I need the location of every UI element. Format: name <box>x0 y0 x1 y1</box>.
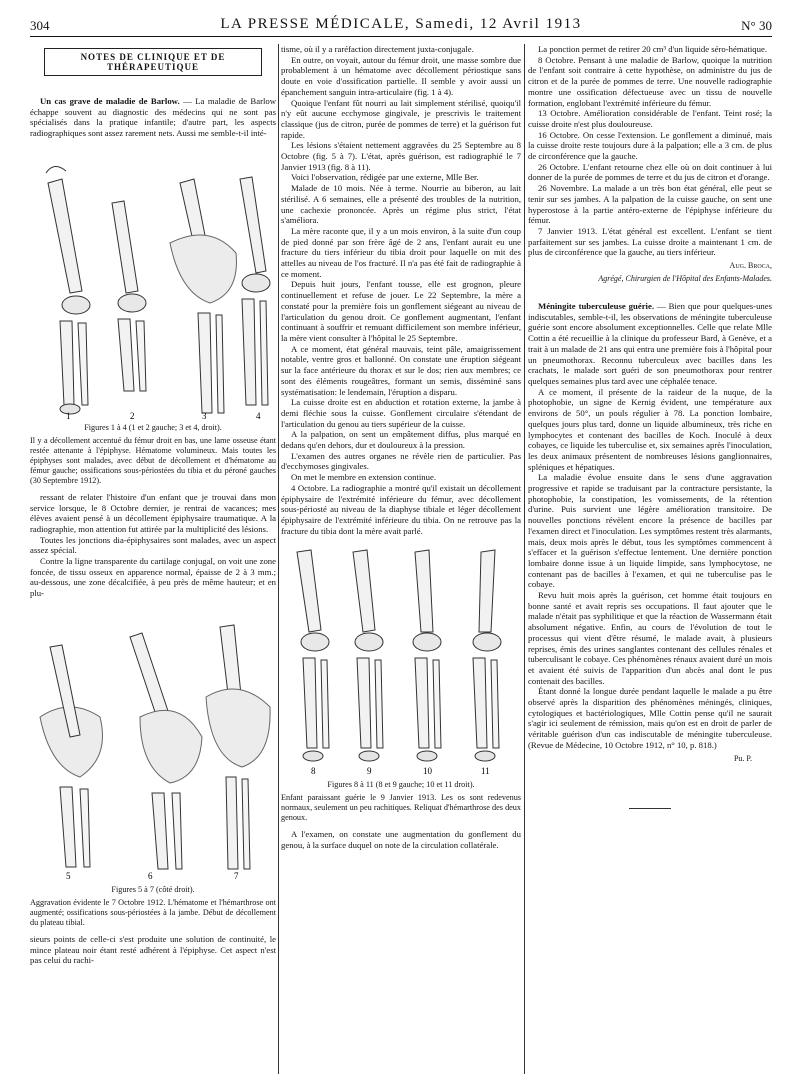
paragraph: Contre la ligne transparente du cartilage conjugal, on voit une zone foncée, de tissu osseux en apparence normal, épaisse de 2 à 3 mm.; au-dessous, une zone décalcifiée, à peu près de même hauteur; et en plu- <box>30 556 276 599</box>
article-title: Un cas grave de maladie de Barlow. <box>40 96 180 106</box>
paragraph: Quoique l'enfant fût nourri au lait simplement stérilisé, quoiqu'il n'y eût aucune ecchymose gingivale, je prescrivis le traitement classique (jus de citron, purée de pommes de terre) et la guérison fut rapide. <box>281 97 521 140</box>
page-header <box>30 14 772 37</box>
signature: Pu. P. <box>733 753 752 763</box>
figure-label: 10 <box>423 766 432 777</box>
signature: Aug. Broca, <box>729 261 772 271</box>
column-rule <box>278 44 279 1074</box>
bone-radiograph-drawing <box>281 542 521 778</box>
paragraph: 7 Janvier 1913. L'état général est excellent. L'enfant se tient parfaitement sur ses jambes. La cuisse droite a maintenant 1 cm. de plus de circonférence que la gauche, au tiers inférieur. <box>528 225 772 258</box>
figure-label: 3 <box>202 410 207 421</box>
figure-label: 9 <box>367 766 372 777</box>
column-2 <box>281 44 521 851</box>
issue-number: N° 30 <box>741 18 772 33</box>
figure-caption: Figures 8 à 11 (8 et 9 gauche; 10 et 11 droit). <box>327 780 475 790</box>
paragraph: Les lésions s'étaient nettement aggravées du 25 Septembre au 8 Octobre (fig. 5 à 7). L'état, après guérison, est radiographié le 7 Janvier 1913 (fig. 8 à 11). <box>281 140 521 172</box>
paragraph: Étant donné la longue durée pendant laquelle le malade a pu être observé après la disparition des phénomènes méningés, cliniques, cytologiques et bactériologiques, Mlle Cottin pense qu'il ne saurait s'agir ici seulement de rémission, mais qu'on est en droit de parler de véritable guérison d'un cas indiscutable de méningite tuberculeuse. (Revue de Médecine, 10 Octobre 1912, n° 10, p. 818.) <box>528 686 772 750</box>
figure-label: 1 <box>66 410 71 421</box>
figure-label: 2 <box>130 410 135 421</box>
section-title: NOTES DE CLINIQUE ET DE THÉRAPEUTIQUE <box>44 48 262 76</box>
bone-radiograph-drawing <box>30 607 276 883</box>
figure-label: 6 <box>148 870 153 881</box>
paragraph: L'examen des autres organes ne révèle rien de particulier. Pas d'ecchymoses gingivales. <box>281 450 521 472</box>
paragraph: A ce moment, il présente de la raideur de la nuque, de la photophobie, un signe de Kernig évident, une température aux environs de 50°, un pouls régulier à 78. La ponction lombaire, quelques jours plus tard, donne un liquide albumineux, très riche en lymphocytes et contenant des bacilles de Koch. Inoculé à deux cobayes, ce liquide les tuberculise et, six semaines après l'inoculation, les deux animaux présentent de nombreuses lésions ganglionnaires, spléniques et hépatiques. <box>528 386 772 472</box>
paragraph: Revu huit mois après la guérison, cet homme était toujours en bonne santé et avait repris ses occupations. Il faut ajouter que le malade n'était pas syphilitique et que la réaction de Wassermann était absolument négative. Enfin, au cours de l'évolution de tout le processus qui vient d'être résumé, le malade avait, à plusieurs reprises, émis des urines sanglantes contenant des cellules rénales et tuberculisant le cobaye. Ces phénomènes rénaux avaient duré un mois et avaient été suivis de l'apparition d'un abcès anal dont le pus contenait des bacilles. <box>528 590 772 686</box>
paragraph: En outre, on voyait, autour du fémur droit, une masse sombre due probablement à un hématome avec décollement périostique sans doute en voie d'ossification partielle. Il semble y avoir aussi un épanchement sanguin intra-articulaire (fig. 1 à 4). <box>281 54 521 97</box>
paragraph: 13 Octobre. Amélioration considérable de l'enfant. Teint rosé; la cuisse droite n'est plus douloureuse. <box>528 108 772 129</box>
column-1 <box>30 44 276 966</box>
column-3 <box>528 44 772 809</box>
figure-caption: Figures 5 à 7 (côté droit). <box>111 884 195 894</box>
paragraph: ressant de relater l'histoire d'un enfant que je trouvai dans mon service lorsque, le 8 Octobre dernier, je rentrai de vacances; mes élèves avaient pensé à un décollement épiphysaire traumatique. A la radiographie, mon attention fut attirée par la multiplicité des lésions. <box>30 491 276 534</box>
paragraph: 26 Novembre. La malade a un très bon état général, elle peut se tenir sur ses jambes. A la palpation de la cuisse gauche, on sent une hyperostose à la partie antéro-externe de l'épiphyse inférieure du fémur. <box>528 183 772 226</box>
paragraph: La ponction permet de retirer 20 cm³ d'un liquide séro-hématique. <box>538 44 768 54</box>
paragraph: tisme, où il y a raréfaction directement juxta-conjugale. <box>281 44 474 54</box>
paragraph: 26 Octobre. L'enfant retourne chez elle où on doit continuer à lui donner de la purée de pommes de terre et du jus de citron et d'orange. <box>528 161 772 183</box>
figure-label: 8 <box>311 766 316 777</box>
figure-legend: Aggravation évidente le 7 Octobre 1912. L'hématome et l'hémarthrose ont augmenté; ossifications sous-périostées à la jambe. Début de décollement du plateau tibial. <box>30 897 276 927</box>
paragraph: Voici l'observation, rédigée par une externe, Mlle Ber. <box>291 172 479 183</box>
paragraph: Toutes les jonctions dia-épiphysaires sont malades, avec un aspect assez spécial. <box>30 534 276 556</box>
paragraph: 16 Octobre. On cesse l'extension. Le gonflement a diminué, mais la cuisse droite reste toujours dure à la palpation; elle a 3 cm. de plus de circonférence que la gauche. <box>528 129 772 162</box>
figure-label: 7 <box>234 870 239 881</box>
paragraph: La mère raconte que, il y a un mois environ, à la suite d'un coup de pied donné par son frère âgé de 2 ans, l'enfant aurait eu une fracture du tiers inférieur du tibia droit pour laquelle on mit des attelles au niveau de l'os fracturé. Il n'a pas été fait de radiographie à ce moment. <box>281 225 521 279</box>
signature-title: Agrégé, Chirurgien de l'Hôpital des Enfants-Malades. <box>598 274 772 284</box>
figure-8-11 <box>281 542 521 778</box>
figure-legend: Enfant paraissant guérie le 9 Janvier 1913. Les os sont redevenus normaux, seulement un peu rachitiques. Reliquat d'hémarthrose des deux genoux. <box>281 793 521 823</box>
paragraph: Depuis huit jours, l'enfant tousse, elle est grognon, pleure continuellement et refuse de jouer. Le 22 Septembre, la mère a constaté pour la première fois un gonflement siégeant au niveau de l'articulation du genou droit. Ce gonflement augmentant, l'enfant continuant à souffrir et remuant difficilement son membre inférieur, la mère vient consulter à l'hôpital le 25 Septembre. <box>281 279 521 343</box>
paragraph: sieurs points de celle-ci s'est produite une solution de continuité, le mince plateau noir étant resté adhérent à l'épiphyse. Cet aspect n'est pas celui du rachi- <box>30 933 276 966</box>
paragraph: On met le membre en extension continue. <box>291 472 436 483</box>
article-title: Méningite tuberculeuse guérie. <box>538 301 654 312</box>
paragraph: Malade de 10 mois. Née à terme. Nourrie au biberon, au lait stérilisé. A 6 semaines, elle a présenté des troubles de la nutrition, une cachexie prononcée. Après un régime plus strict, l'état s'améliora. <box>281 183 521 226</box>
paragraph: A ce moment, état général mauvais, teint pâle, amaigrissement notable, ventre gros et ballonné. On constate une éruption siégeant sur la face antérieure du thorax et sur le dos; rien aux membres; ce sont des éléments rougeâtres, formant un semis, disséminé sans systématisation: le lendemain, l'éruption a disparu. <box>281 343 521 397</box>
figure-legend: Il y a décollement accentué du fémur droit en bas, une lame osseuse étant restée attenante à l'épiphyse. Hématome volumineux. Mais toutes les épiphyses sont malades, avec début de décollement et d'hématome au fémur gauche; ossifications sous-périostées du tibia et du péroné gauches (30 Septembre 1912). <box>30 435 276 485</box>
figure-5-7 <box>30 607 276 883</box>
paragraph: Un cas grave de maladie de Barlow. — La maladie de Barlow échappe souvent au diagnostic des médecins qui ne sont pas spécialisés dans la pratique infantile; d'autre part, les aspects radiographiques sont assez rarement nets. Aussi me semble-t-il inté- <box>30 96 276 139</box>
paragraph: 4 Octobre. La radiographie a montré qu'il existait un décollement épiphysaire de l'extrémité inférieure du fémur, avec décollement sous-périosté au niveau de la diaphyse tibiale et léger décollement épiphysaire de l'extrémité inférieure du tibia. On ne retrouve pas la fracture du tibia dont la mère avait parlé. <box>281 482 521 536</box>
bone-radiograph-drawing <box>30 143 276 421</box>
figure-label: 5 <box>66 870 71 881</box>
paragraph: 8 Octobre. Pensant à une maladie de Barlow, quoique la nutrition de l'enfant soit contraire à cette hypothèse, on administre du jus de citron et de la purée de pommes de terre. Une nouvelle radiographie montre une ossification défectueuse avec un tissu de nouvelle formation, englobant l'extrémité inférieure du fémur. <box>528 54 772 108</box>
paragraph: Méningite tuberculeuse guérie. — Bien que pour quelques-unes indiscutables, semble-t-il, les observations de méningite tuberculeuse guérie sont encore absolument exceptionnelles. Celle que relate Mlle Cottin a été recueillie à la clinique du professeur Bard, à Genève, et a trait à un malade de 21 ans qui entra une première fois à l'hôpital pour un pneumothorax. Reconnu tuberculeux avec bacilles dans les crachats, le malade sort guéri de son pneumothorax pour rentrer quelques semaines plus tard avec une céphalée tenace. <box>528 301 773 386</box>
end-rule <box>629 808 671 809</box>
page-number: 304 <box>30 18 50 33</box>
paragraph: La maladie évolue ensuite dans le sens d'une aggravation progressive et rapide se traduisant par la contracture persistante, la photophobie, la constipation, les vomissements, de la rétention d'urine. Puis survient une légère amélioration transitoire. De nouvelles ponctions révèlent encore la présence de bacilles par l'examen direct et l'inoculation. Les symptômes restent très alarmants, mais, deux mois après le début, tous les symptômes commencent à s'effacer et la guérison s'effectue lentement. Une dernière ponction lombaire donne issue à un liquide limpide, sans lymphocytose, ne contenant pas de bacilles à l'examen, et qui ne tuberculise pas le cobaye. <box>528 472 772 590</box>
paragraph: A l'examen, on constate une augmentation du gonflement du genou, à la surface duquel on note de la circulation collatérale. <box>281 829 521 851</box>
journal-title: LA PRESSE MÉDICALE, Samedi, 12 Avril 1913 <box>220 16 582 32</box>
column-rule <box>524 44 525 1074</box>
figure-label: 4 <box>256 410 261 421</box>
figure-1-4 <box>30 143 276 421</box>
paragraph: La cuisse droite est en abduction et rotation externe, la jambe à demi fléchie sous la cuisse. Gonflement circulaire s'étendant de l'articulation du genou au tiers supérieur de la cuisse. <box>281 397 521 429</box>
figure-label: 11 <box>481 766 490 777</box>
paragraph: A la palpation, on sent un empâtement diffus, plus marqué en dedans qu'en dehors, dur et douloureux à la pression. <box>281 429 521 451</box>
figure-caption: Figures 1 à 4 (1 et 2 gauche; 3 et 4, droit). <box>84 422 222 432</box>
